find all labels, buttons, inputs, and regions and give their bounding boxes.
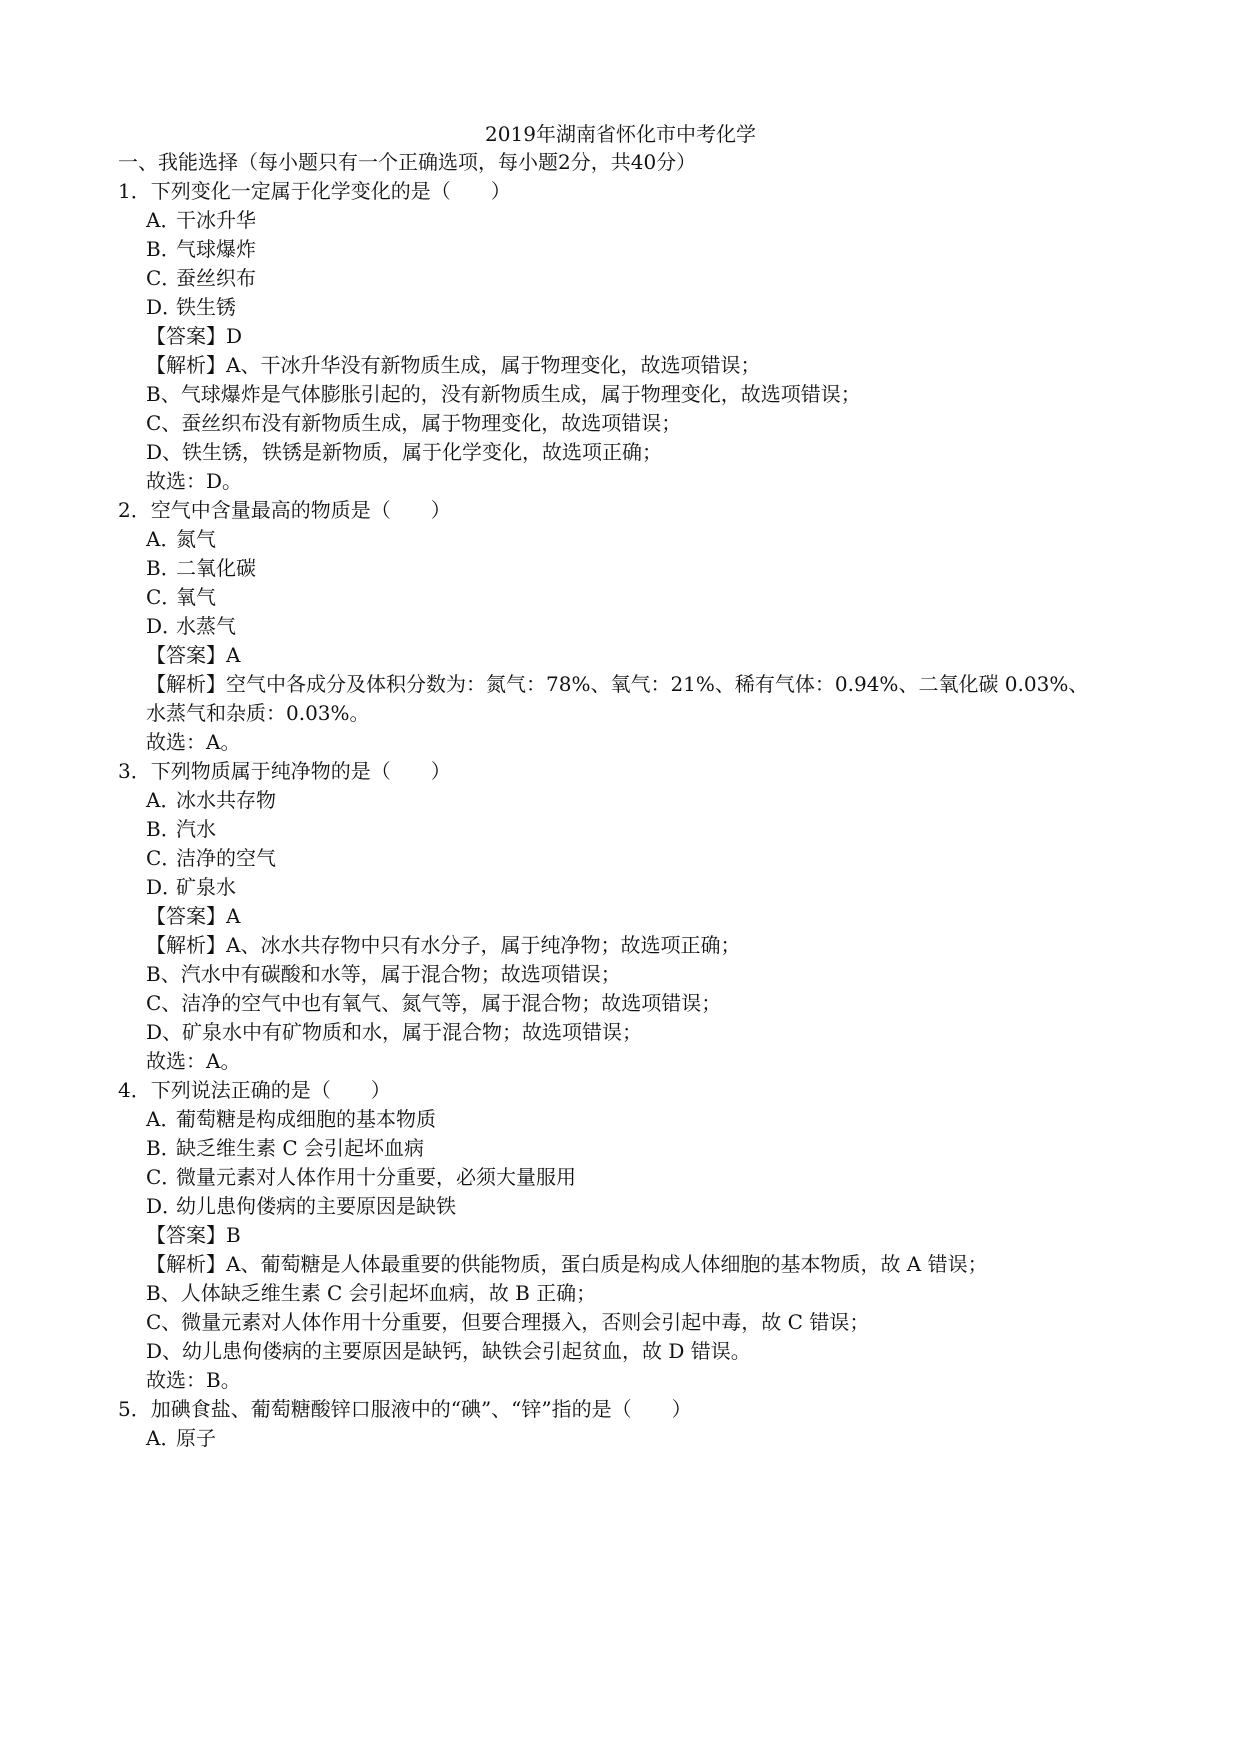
question-1-option-b: B．气球爆炸 <box>146 237 256 261</box>
question-4-option-c: C．微量元素对人体作用十分重要，必须大量服用 <box>146 1165 576 1189</box>
question-3-analysis-line: 【解析】A、冰水共存物中只有水分子，属于纯净物；故选项正确； <box>146 933 741 957</box>
question-1-option-d: D．铁生锈 <box>146 295 236 319</box>
question-1-option-c: C．蚕丝织布 <box>146 266 256 290</box>
question-2-option-d: D．水蒸气 <box>146 614 236 638</box>
question-4-option-a: A．葡萄糖是构成细胞的基本物质 <box>146 1107 436 1131</box>
question-2-analysis-line: 【解析】空气中各成分及体积分数为：氮气：78%、氧气：21%、稀有气体：0.94%、二氧化碳 0.03%、 <box>146 672 1089 696</box>
question-3-analysis-line: B、汽水中有碳酸和水等，属于混合物；故选项错误； <box>146 962 621 986</box>
question-3-option-b: B．汽水 <box>146 817 216 841</box>
question-1-analysis-line: B、气球爆炸是气体膨胀引起的，没有新物质生成，属于物理变化，故选项错误； <box>146 382 861 406</box>
question-2-option-a: A．氮气 <box>146 527 216 551</box>
question-3-option-d: D．矿泉水 <box>146 875 236 899</box>
question-1-stem: 1．下列变化一定属于化学变化的是（ ） <box>118 179 511 203</box>
question-2-analysis-line: 水蒸气和杂质：0.03%。 <box>146 701 370 725</box>
question-2-answer: 【答案】A <box>146 643 241 667</box>
question-3-option-a: A．冰水共存物 <box>146 788 276 812</box>
question-3-conclusion: 故选：A。 <box>146 1049 241 1073</box>
question-4-analysis-line: B、人体缺乏维生素 C 会引起坏血病，故 B 正确； <box>146 1281 597 1305</box>
question-1-analysis-line: 【解析】A、干冰升华没有新物质生成，属于物理变化，故选项错误； <box>146 353 761 377</box>
question-4-option-d: D．幼儿患佝偻病的主要原因是缺铁 <box>146 1194 456 1218</box>
question-1-conclusion: 故选：D。 <box>146 469 243 493</box>
question-4-conclusion: 故选：B。 <box>146 1368 241 1392</box>
question-1-analysis-line: C、蚕丝织布没有新物质生成，属于物理变化，故选项错误； <box>146 411 682 435</box>
question-3-answer: 【答案】A <box>146 904 241 928</box>
section-heading: 一、我能选择（每小题只有一个正确选项，每小题2分，共40分） <box>118 150 697 174</box>
question-2-option-b: B．二氧化碳 <box>146 556 256 580</box>
question-4-analysis-line: 【解析】A、葡萄糖是人体最重要的供能物质，蛋白质是构成人体细胞的基本物质，故 A 错误； <box>146 1252 988 1276</box>
question-4-answer: 【答案】B <box>146 1223 241 1247</box>
question-2-stem: 2．空气中含量最高的物质是（ ） <box>118 498 451 522</box>
question-3-stem: 3．下列物质属于纯净物的是（ ） <box>118 759 451 783</box>
question-1-answer: 【答案】D <box>146 324 243 348</box>
question-2-conclusion: 故选：A。 <box>146 730 241 754</box>
question-2-option-c: C．氧气 <box>146 585 216 609</box>
question-3-option-c: C．洁净的空气 <box>146 846 276 870</box>
question-4-analysis-line: C、微量元素对人体作用十分重要，但要合理摄入，否则会引起中毒，故 C 错误； <box>146 1310 870 1334</box>
question-5-option-a: A．原子 <box>146 1426 216 1450</box>
question-5-stem: 5．加碘食盐、葡萄糖酸锌口服液中的“碘”、“锌”指的是（ ） <box>118 1397 692 1421</box>
page-title: 2019年湖南省怀化市中考化学 <box>485 122 756 146</box>
question-4-analysis-line: D、幼儿患佝偻病的主要原因是缺钙，缺铁会引起贫血，故 D 错误。 <box>146 1339 751 1363</box>
question-4-option-b: B．缺乏维生素 C 会引起坏血病 <box>146 1136 425 1160</box>
question-3-analysis-line: D、矿泉水中有矿物质和水，属于混合物；故选项错误； <box>146 1020 643 1044</box>
question-4-stem: 4．下列说法正确的是（ ） <box>118 1078 391 1102</box>
question-3-analysis-line: C、洁净的空气中也有氧气、氮气等，属于混合物；故选项错误； <box>146 991 722 1015</box>
question-1-option-a: A．干冰升华 <box>146 208 256 232</box>
question-1-analysis-line: D、铁生锈，铁锈是新物质，属于化学变化，故选项正确； <box>146 440 663 464</box>
